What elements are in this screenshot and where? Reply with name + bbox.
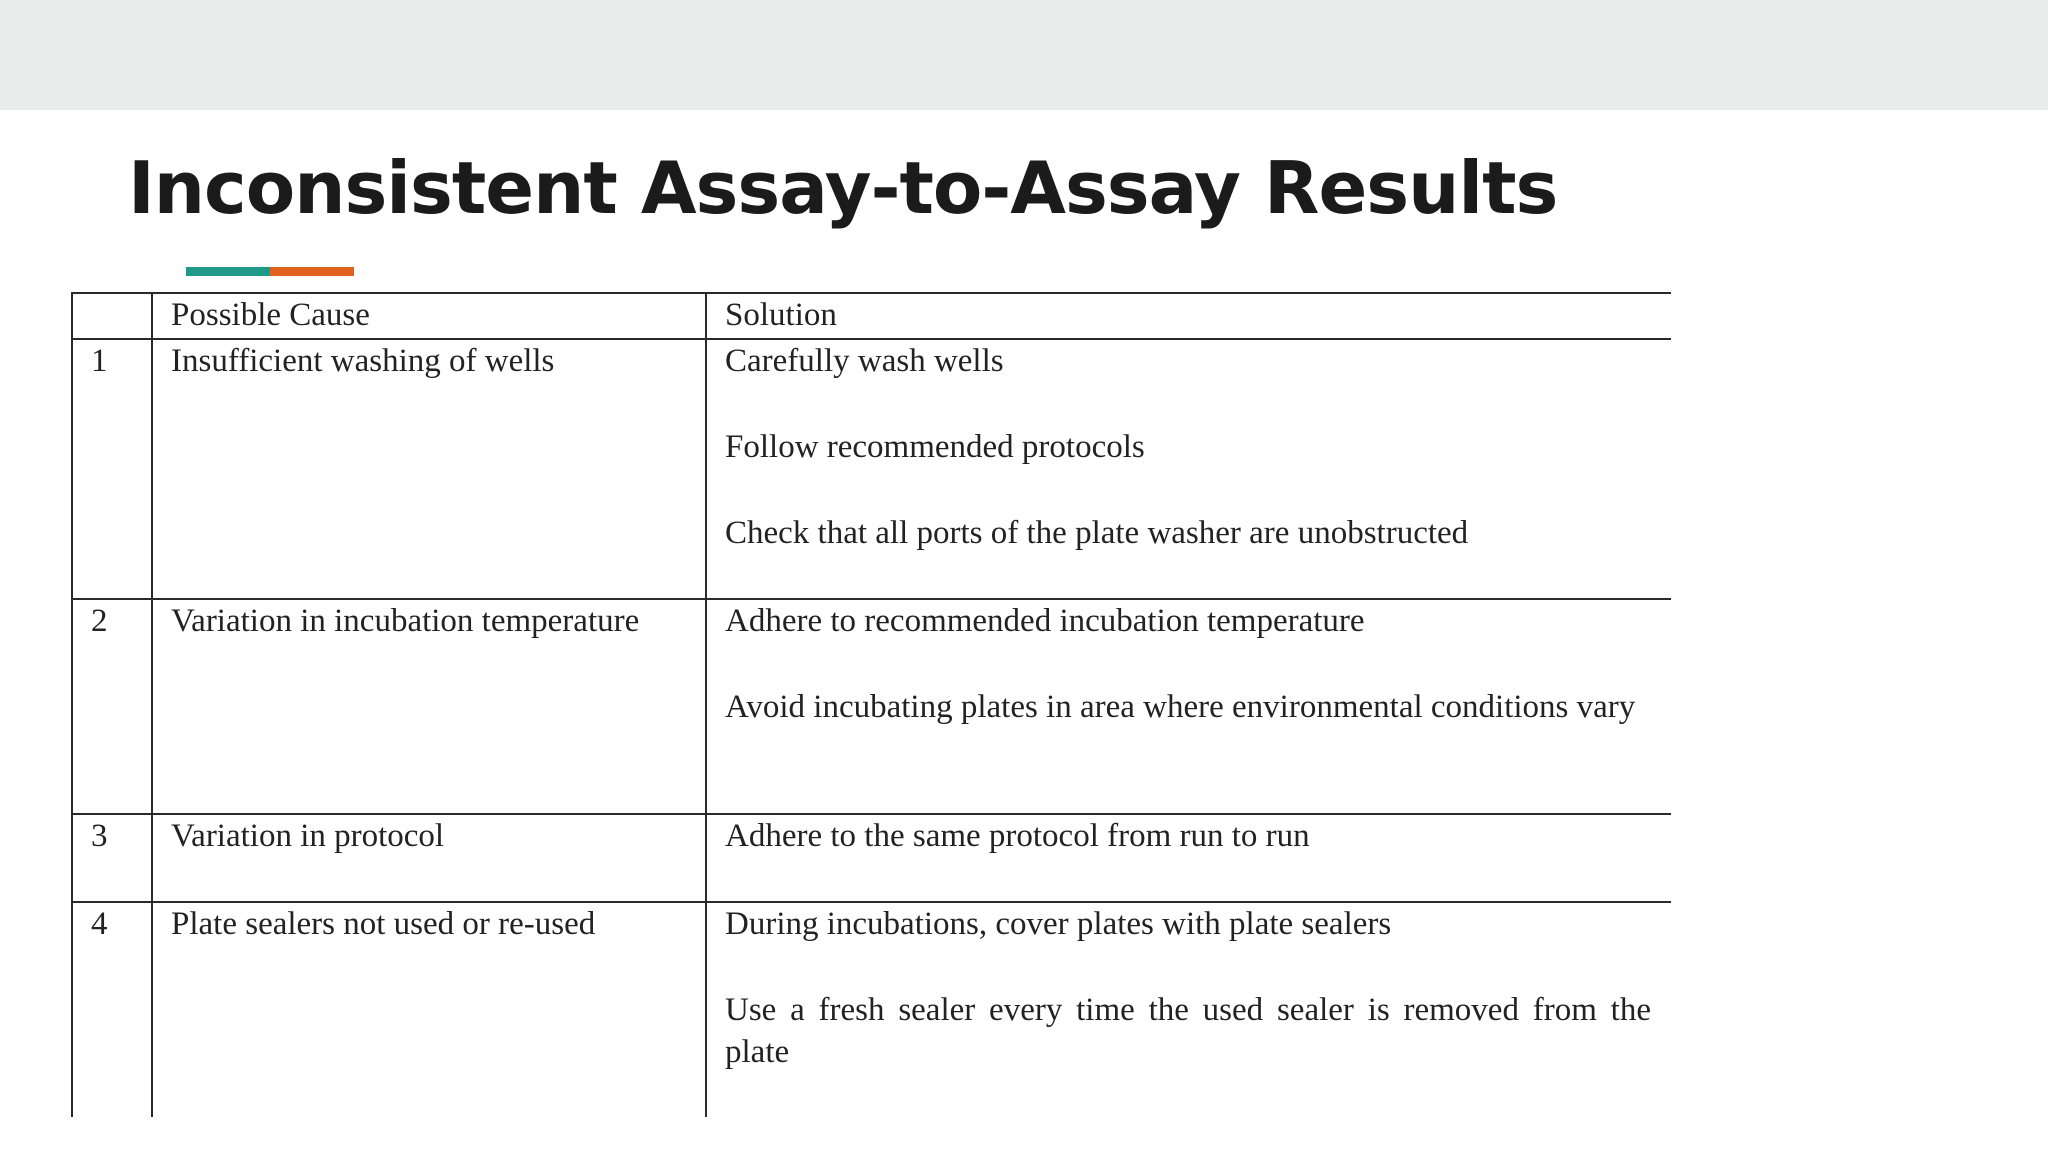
solution-cell <box>706 902 1671 1117</box>
solution-cell <box>706 814 1671 902</box>
row-number: 4 <box>72 902 152 1117</box>
header-possible-cause: Possible Cause <box>152 293 706 339</box>
solution-line: Adhere to recommended incubation temperature <box>725 603 1365 639</box>
solution-line: During incubations, cover plates with plate sealers <box>725 906 1392 942</box>
troubleshooting-table <box>71 292 1671 1117</box>
solution-line: Carefully wash wells <box>725 343 1004 379</box>
table-row <box>72 902 1671 1117</box>
header-number <box>72 293 152 339</box>
solution-cell <box>706 599 1671 814</box>
solution-line: Check that all ports of the plate washer are unobstructed <box>725 515 1469 551</box>
troubleshooting-table-container <box>71 292 1671 1117</box>
row-number: 2 <box>72 599 152 814</box>
slide-title: Inconsistent Assay-to-Assay Results <box>128 146 1558 230</box>
table-row <box>72 599 1671 814</box>
row-number: 3 <box>72 814 152 902</box>
solution-cell <box>706 339 1671 599</box>
table-row <box>72 339 1671 599</box>
header-solution: Solution <box>706 293 1671 339</box>
solution-line: Follow recommended protocols <box>725 429 1145 465</box>
table-header-row <box>72 293 1671 339</box>
table-row <box>72 814 1671 902</box>
accent-bar-orange <box>270 267 354 276</box>
header-band <box>0 0 2048 110</box>
solution-line: Use a fresh sealer every time the used sealer is removed from the plate <box>725 992 1651 1070</box>
solution-line: Adhere to the same protocol from run to run <box>725 818 1310 854</box>
row-number: 1 <box>72 339 152 599</box>
cause-cell: Plate sealers not used or re-used <box>152 902 706 1117</box>
accent-bar-teal <box>186 267 270 276</box>
cause-cell: Insufficient washing of wells <box>152 339 706 599</box>
cause-cell: Variation in protocol <box>152 814 706 902</box>
solution-line: Avoid incubating plates in area where environmental conditions vary <box>725 689 1636 725</box>
cause-cell: Variation in incubation temperature <box>152 599 706 814</box>
